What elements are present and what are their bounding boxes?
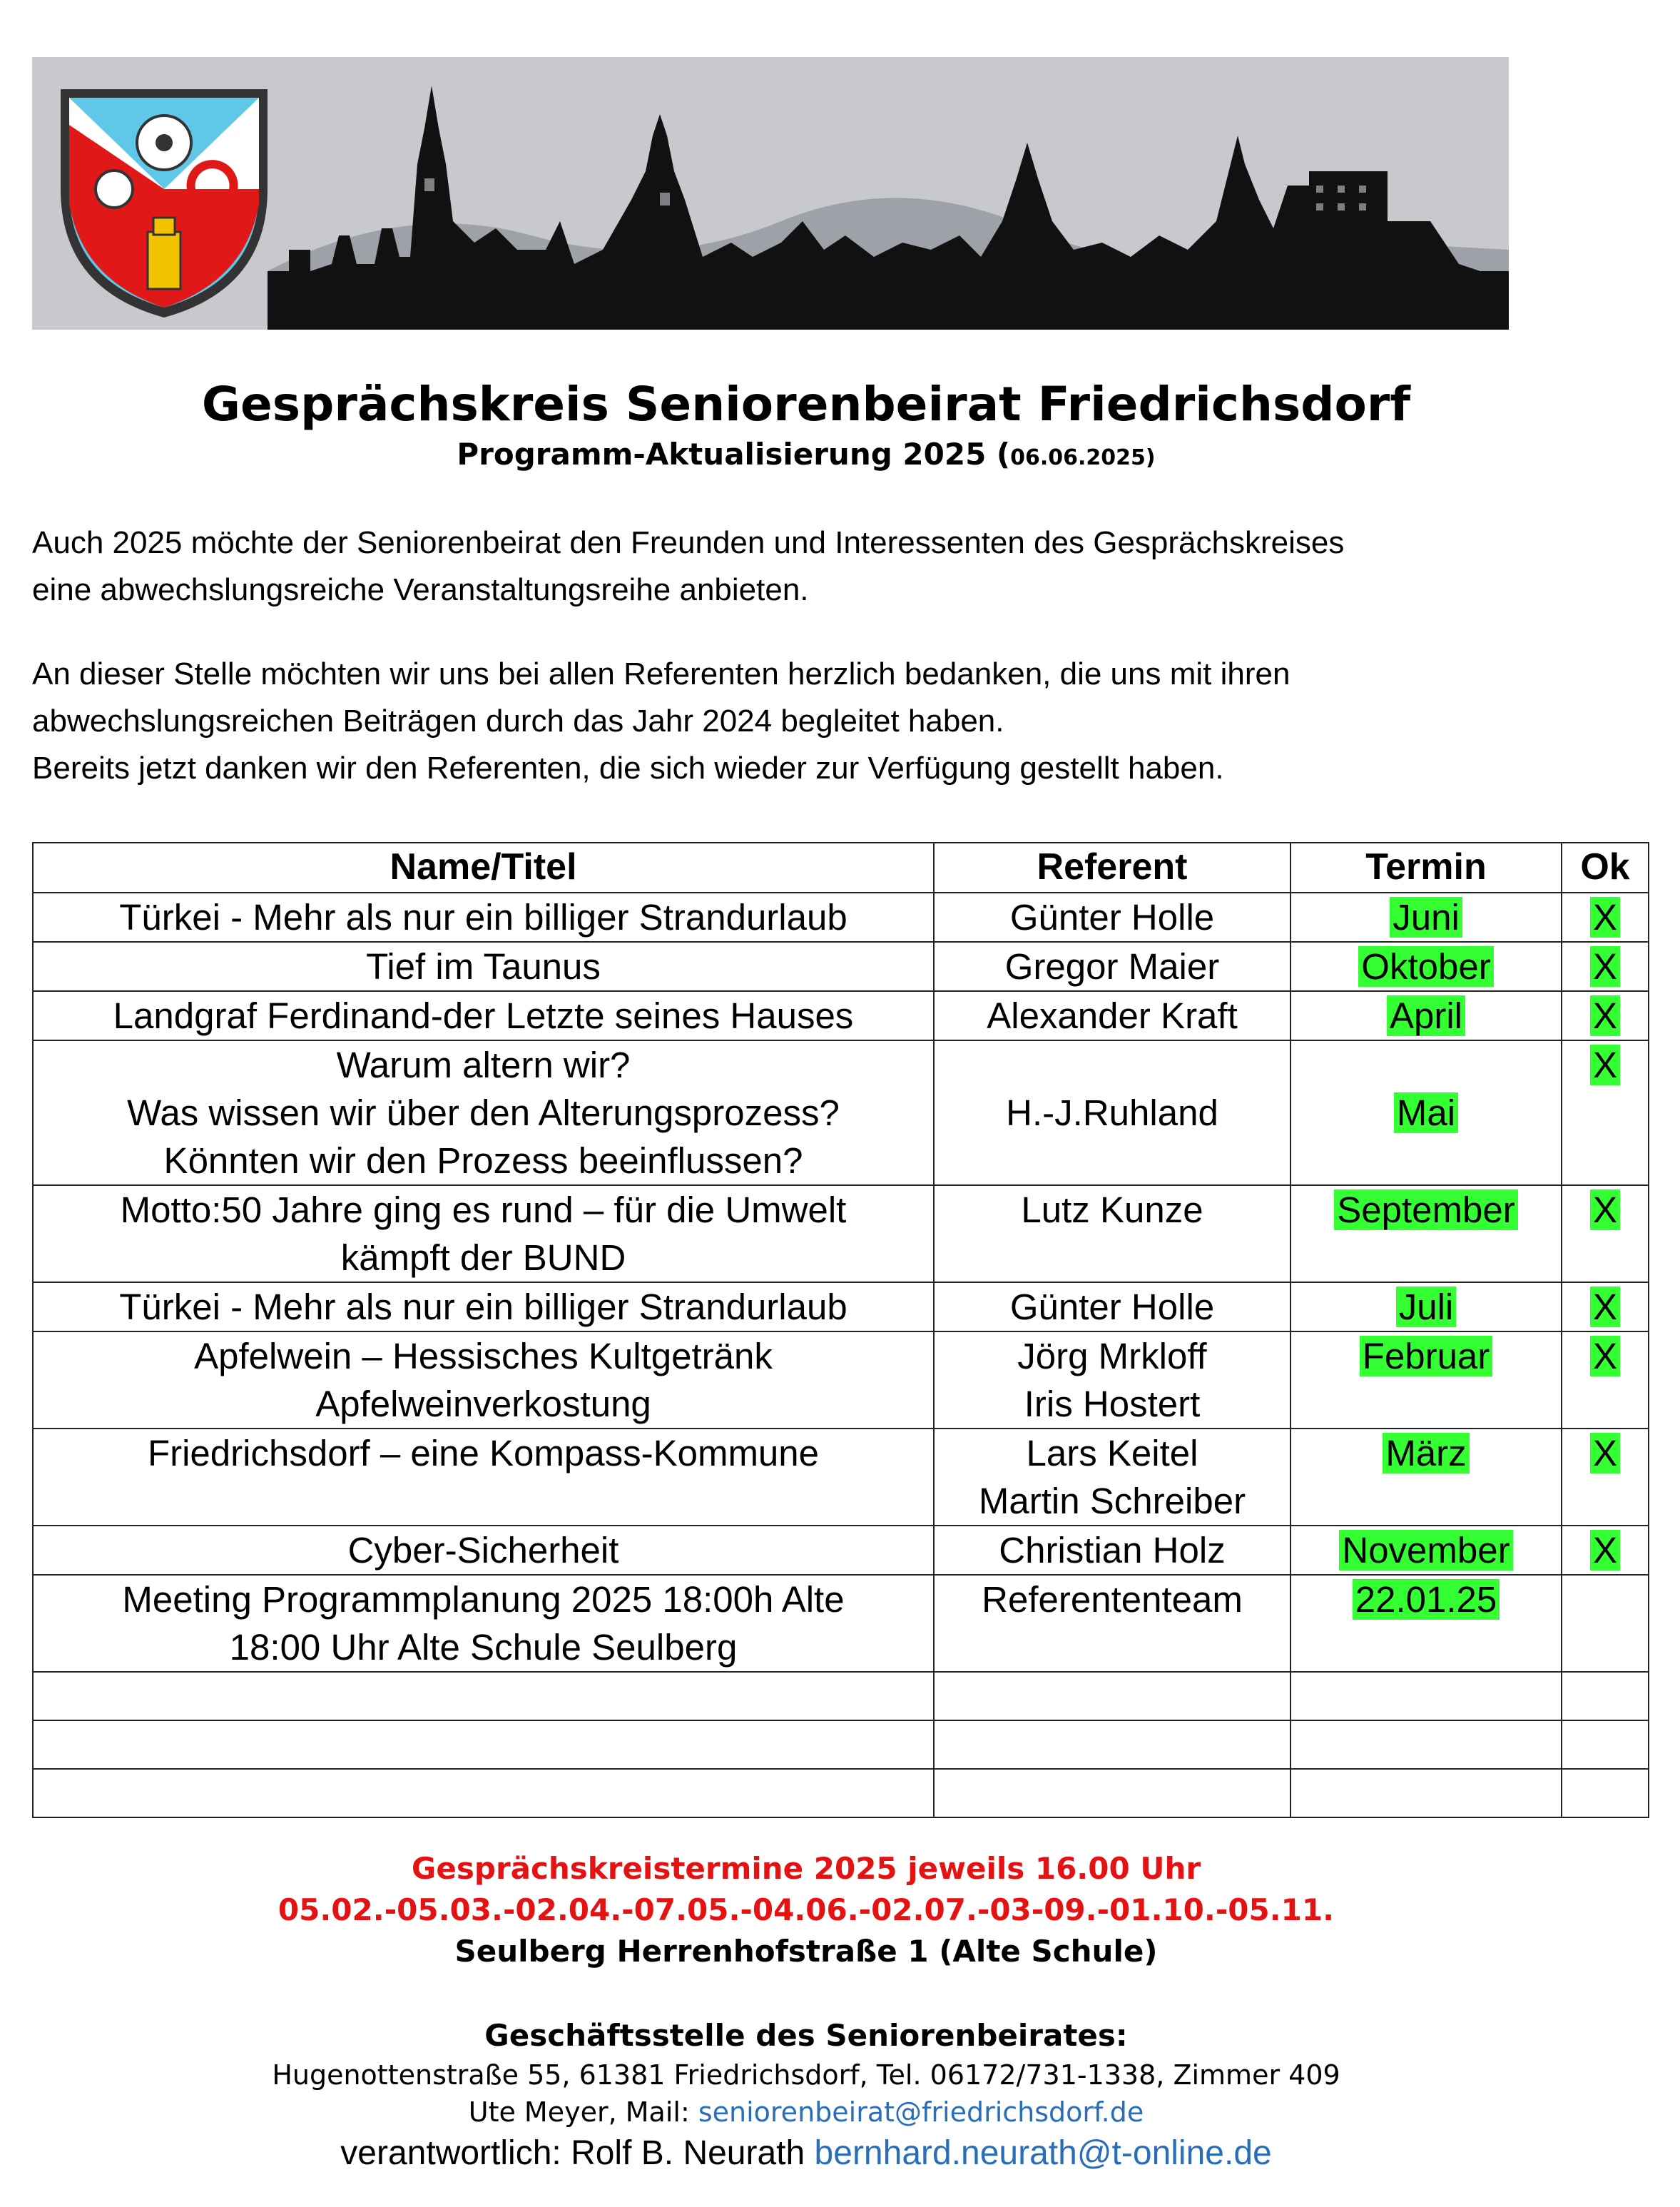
intro-line: eine abwechslungsreiche Veranstaltungsreihe anbieten. [32,572,809,607]
cell-title [33,942,934,991]
cell-termin [1290,1331,1562,1429]
cell-termin [1290,1429,1562,1526]
cell-referent [934,1185,1290,1282]
termin-value: März [1383,1433,1469,1473]
referent-line: Lutz Kunze [1021,1189,1203,1230]
cell-ok [1562,1575,1649,1672]
referent-line: Iris Hostert [1024,1384,1201,1424]
intro-line: Bereits jetzt danken wir den Referenten, die sich wieder zur Verfügung gestellt haben. [32,751,1224,786]
title-line: Türkei - Mehr als nur ein billiger Strandurlaub [119,1287,847,1327]
cell-ok [1562,942,1649,991]
title-line: Motto:50 Jahre ging es rund – für die Umwelt [120,1189,847,1230]
table-row [33,1185,1649,1282]
responsible-line [0,2131,1612,2176]
cell-referent [934,1040,1290,1185]
cell-referent [934,942,1290,991]
cell-termin [1290,1575,1562,1672]
referent-line: Referententeam [982,1579,1243,1620]
cell-termin [1290,1282,1562,1331]
cell-referent [934,1429,1290,1526]
cell-title [33,1185,934,1282]
skyline-illustration [32,57,1509,330]
table-row-empty [33,1769,1649,1817]
ok-mark: X [1590,1336,1620,1376]
table-row [33,1040,1649,1185]
dates-title: Gesprächskreistermine 2025 jeweils 16.00 Uhr [411,1851,1201,1886]
ok-mark: X [1590,1530,1620,1571]
termin-value: Oktober [1358,946,1493,987]
header-banner [32,57,1509,330]
intro-line: abwechslungsreichen Beiträgen durch das Jahr 2024 begleitet haben. [32,704,1004,739]
title-line: Warum altern wir? [336,1045,631,1085]
cell-ok [1562,1185,1649,1282]
cell-title [33,1282,934,1331]
title-line: Landgraf Ferdinand-der Letzte seines Hauses [113,995,854,1036]
table-row [33,1331,1649,1429]
page-title: Gesprächskreis Seniorenbeirat Friedrichsdorf [201,377,1411,432]
cell-title [33,1429,934,1526]
cell-title [33,1575,934,1672]
cell-referent [934,1526,1290,1575]
title-line: Cyber-Sicherheit [347,1530,619,1571]
office-address: Hugenottenstraße 55, 61381 Friedrichsdorf, Tel. 06172/731-1338, Zimmer 409 [272,2059,1340,2091]
cell-termin [1290,893,1562,942]
responsible-email-link[interactable]: bernhard.neurath@t-online.de [814,2134,1272,2172]
cell-ok [1562,1040,1649,1185]
title-line: Könnten wir den Prozess beeinflussen? [163,1140,803,1181]
intro-paragraph-1 [32,519,1623,614]
table-row [33,893,1649,942]
office-title: Geschäftsstelle des Seniorenbeirates: [484,2018,1128,2053]
termin-value: 22.01.25 [1353,1579,1500,1620]
termin-value: Februar [1360,1336,1493,1376]
table-body [33,893,1649,1817]
intro-paragraph-2 [32,651,1623,792]
table-row [33,942,1649,991]
ok-mark: X [1590,1189,1620,1230]
title-line: Was wissen wir über den Alterungsprozess? [127,1092,840,1133]
cell-ok [1562,1282,1649,1331]
contact-line [0,2094,1612,2131]
cell-termin [1290,1185,1562,1282]
title-line: kämpft der BUND [340,1237,626,1278]
cell-ok [1562,991,1649,1040]
table-row [33,1526,1649,1575]
cell-referent [934,1575,1290,1672]
termin-value: April [1387,995,1465,1036]
referent-line: Günter Holle [1009,1287,1215,1327]
cell-termin [1290,991,1562,1040]
title-line: Apfelweinverkostung [315,1384,651,1424]
ok-mark: X [1590,1045,1620,1085]
footer [0,1848,1612,2176]
column-header-referent: Referent [934,843,1290,893]
referent-line: Gregor Maier [1004,946,1220,987]
cell-title [33,893,934,942]
termin-value: Mai [1394,1092,1458,1133]
table-row [33,991,1649,1040]
referent-line: Jörg Mrkloff [1017,1336,1207,1376]
table-header-row [33,843,1649,893]
program-table [32,842,1649,1818]
title-line: Meeting Programmplanung 2025 18:00h Alte [122,1579,845,1620]
cell-referent [934,1331,1290,1429]
contact-prefix: Ute Meyer, Mail: [468,2096,698,2128]
referent-line: Lars Keitel [1026,1433,1198,1473]
column-header-title: Name/Titel [33,843,934,893]
termin-value: November [1339,1530,1512,1571]
location: Seulberg Herrenhofstraße 1 (Alte Schule) [454,1934,1158,1969]
cell-title [33,991,934,1040]
cell-referent [934,1282,1290,1331]
referent-line: Alexander Kraft [987,995,1238,1036]
cell-ok [1562,893,1649,942]
subtitle-text: Programm-Aktualisierung 2025 ( [457,437,1011,472]
cell-ok [1562,1331,1649,1429]
cell-ok [1562,1526,1649,1575]
cell-title [33,1526,934,1575]
referent-line: H.-J.Ruhland [1006,1092,1218,1133]
cell-referent [934,893,1290,942]
cell-termin [1290,942,1562,991]
title-line: Apfelwein – Hessisches Kultgetränk [194,1336,773,1376]
table-row [33,1282,1649,1331]
cell-ok [1562,1429,1649,1526]
table-row-empty [33,1672,1649,1720]
table-row [33,1429,1649,1526]
referent-line: Christian Holz [999,1530,1226,1571]
cell-title [33,1040,934,1185]
ok-mark: X [1590,946,1620,987]
update-date: 06.06.2025) [1010,445,1156,470]
termin-value: September [1334,1189,1517,1230]
intro-line: Auch 2025 möchte der Seniorenbeirat den Freunden und Interessenten des Gesprächskreises [32,525,1345,560]
contact-email-link[interactable]: seniorenbeirat@friedrichsdorf.de [698,2096,1144,2128]
ok-mark: X [1590,897,1620,938]
referent-line: Martin Schreiber [978,1481,1246,1521]
column-header-ok: Ok [1562,843,1649,893]
ok-mark: X [1590,1287,1620,1327]
ok-mark: X [1590,1433,1620,1473]
title-line: 18:00 Uhr Alte Schule Seulberg [229,1627,738,1668]
ok-mark: X [1590,995,1620,1036]
title-line: Türkei - Mehr als nur ein billiger Strandurlaub [119,897,847,938]
responsible-prefix: verantwortlich: Rolf B. Neurath [340,2134,815,2172]
cell-termin [1290,1526,1562,1575]
page-subtitle [0,437,1612,472]
cell-termin [1290,1040,1562,1185]
column-header-termin: Termin [1290,843,1562,893]
table-row [33,1575,1649,1672]
dates-list: 05.02.-05.03.-02.04.-07.05.-04.06.-02.07.-03-09.-01.10.-05.11. [278,1892,1335,1927]
table-row-empty [33,1720,1649,1769]
cell-referent [934,991,1290,1040]
title-line: Tief im Taunus [366,946,601,987]
title-line: Friedrichsdorf – eine Kompass-Kommune [147,1433,820,1473]
intro-line: An dieser Stelle möchten wir uns bei allen Referenten herzlich bedanken, die uns mit ihren [32,656,1290,691]
termin-value: Juli [1396,1287,1457,1327]
referent-line: Günter Holle [1009,897,1215,938]
termin-value: Juni [1390,897,1462,938]
coat-of-arms-icon [61,89,268,318]
cell-title [33,1331,934,1429]
